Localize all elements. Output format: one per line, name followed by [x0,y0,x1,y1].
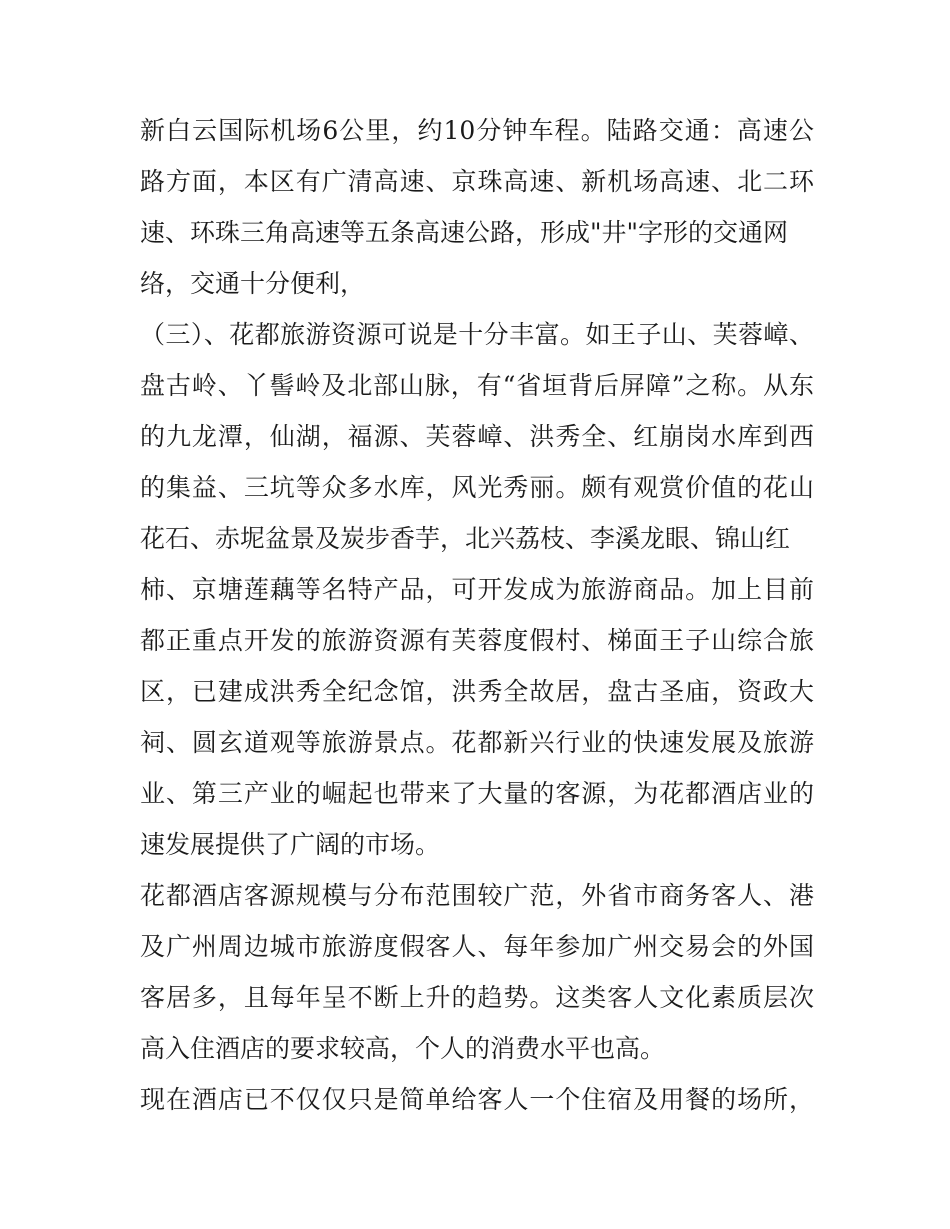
text-line-19: 高入住酒店的要求较高，个人的消费水平也高。 [140,1034,666,1063]
text-line-13: 祠、圆玄道观等旅游景点。花都新兴行业的快速发展及旅游 [140,728,814,757]
text-line-12: 区，已建成洪秀全纪念馆，洪秀全故居，盘古圣庙，资政大 [140,677,814,706]
text-line-9: 花石、赤坭盆景及炭步香芋，北兴荔枝、李溪龙眼、锦山红 [140,524,791,553]
text-line-6: 盘古岭、丫髻岭及北部山脉，有“省垣背后屏障”之称。从东 [140,371,814,400]
text-line-16: 花都酒店客源规模与分布范围较广范，外省市商务客人、港 [140,881,814,910]
text-line-4: 络，交通十分便利， [140,269,366,298]
text-line-3: 速、环珠三角高速等五条高速公路，形成"井"字形的交通网 [140,218,789,247]
text-line-15: 速发展提供了广阔的市场。 [140,830,441,859]
text-line-7: 的九龙潭，仙湖，福源、芙蓉嶂、洪秀全、红崩岗水库到西 [140,422,814,451]
text-line-5: （三）、花都旅游资源可说是十分丰富。如王子山、芙蓉嶂、 [140,320,814,349]
text-line-14: 业、第三产业的崛起也带来了大量的客源，为花都酒店业的 [140,779,814,808]
text-line-8: 的集益、三坑等众多水库，风光秀丽。颇有观赏价值的花山 [140,473,814,502]
text-line-11: 都正重点开发的旅游资源有芙蓉度假村、梯面王子山综合旅 [140,626,814,655]
text-line-2: 路方面，本区有广清高速、京珠高速、新机场高速、北二环 [140,167,814,196]
body-text [140,105,814,1125]
text-line-17: 及广州周边城市旅游度假客人、每年参加广州交易会的外国 [140,932,814,961]
text-line-20: 现在酒店已不仅仅只是简单给客人一个住宿及用餐的场所， [140,1085,814,1114]
text-line-10: 柿、京塘莲藕等名特产品，可开发成为旅游商品。加上目前 [140,575,814,604]
text-line-1: 新白云国际机场6公里，约10分钟车程。陆路交通：高速公 [140,116,814,145]
text-line-18: 客居多，且每年呈不断上升的趋势。这类客人文化素质层次 [140,983,814,1012]
